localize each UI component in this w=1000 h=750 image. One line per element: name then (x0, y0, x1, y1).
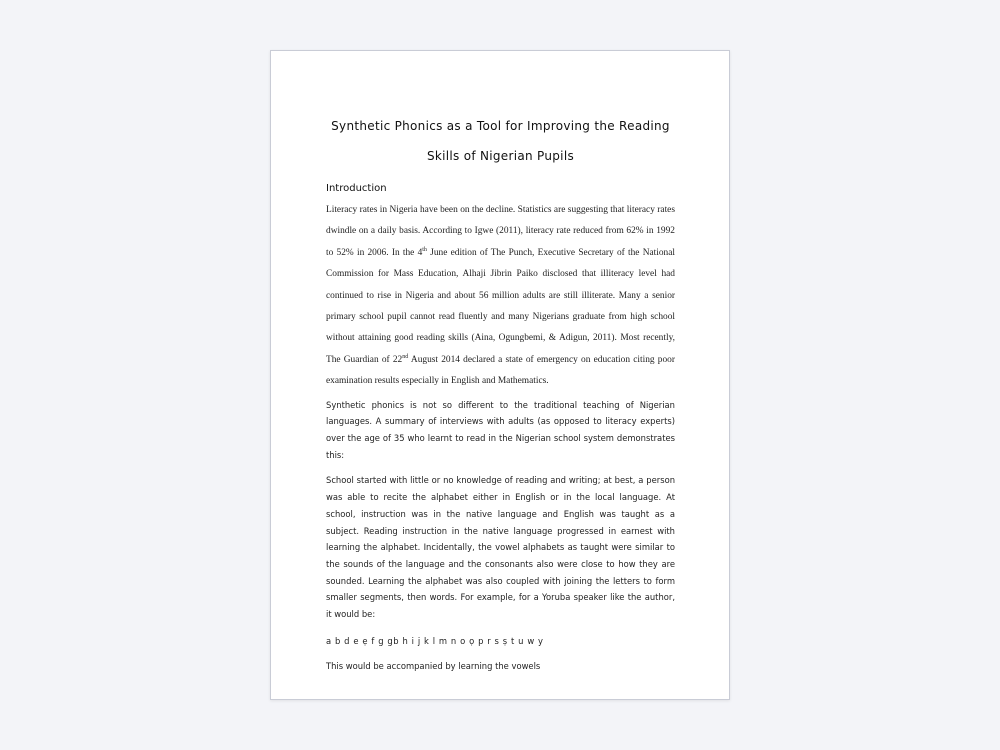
intro-paragraph (326, 200, 675, 393)
section-heading-introduction: Introduction (326, 183, 387, 194)
superscript-nd: nd (402, 353, 409, 360)
page-content (326, 111, 675, 674)
document-title-line-1: Synthetic Phonics as a Tool for Improving the Reading (331, 119, 670, 133)
document-title-line-2: Skills of Nigerian Pupils (426, 149, 575, 163)
document-page (270, 50, 730, 700)
vowels-paragraph: This would be accompanied by learning the vowels (326, 660, 541, 671)
intro-text-part-2: June edition of The Punch, Executive Secretary of the National Commission for Mass Education, Alhaji Jibrin Paiko disclosed that illiteracy level had continued to rise in Nigeria and about 56 million adults are still illiterate. Many a senior primary school pupil cannot read fluently and many Nigerians graduate from high school without attaining good reading skills (Aina, Ogungbemi, & Adigun, 2011). Most recently, The Guardian of 22 (326, 247, 675, 365)
superscript-th: th (422, 246, 427, 253)
school-experience-paragraph: School started with little or no knowledge of reading and writing; at best, a person was able to recite the alphabet either in English or in the local language. At school, instruction was in the native language and English was taught as a subject. Reading instruction in the native language progressed in earnest with learning the alphabet. Incidentally, the vowel alphabets as taught were similar to the sounds of the language and the consonants also were close to how they are sounded. Learning the alphabet was also coupled with joining the letters to form smaller segments, then words. For example, for a Yoruba speaker like the author, it would be: (326, 475, 675, 620)
yoruba-alphabet-line: a b d e ẹ f g gb h i j k l m n o ọ p r s ṣ t u w y (326, 635, 544, 646)
intro-text-part-1: Literacy rates in Nigeria have been on the decline. Statistics are suggesting that literacy rates dwindle on a daily basis. According to Igwe (2011), literacy rate reduced from 62% in 1992 to 52% in 2006. In the 4 (326, 205, 675, 258)
intro-text-part-3: August 2014 declared a state of emergency on education citing poor examination results especially in English and Mathematics. (326, 354, 675, 387)
synthetic-phonics-paragraph: Synthetic phonics is not so different to the traditional teaching of Nigerian languages. A summary of interviews with adults (as opposed to literacy experts) over the age of 35 who learnt to read in the Nigerian school system demonstrates this: (326, 399, 675, 460)
